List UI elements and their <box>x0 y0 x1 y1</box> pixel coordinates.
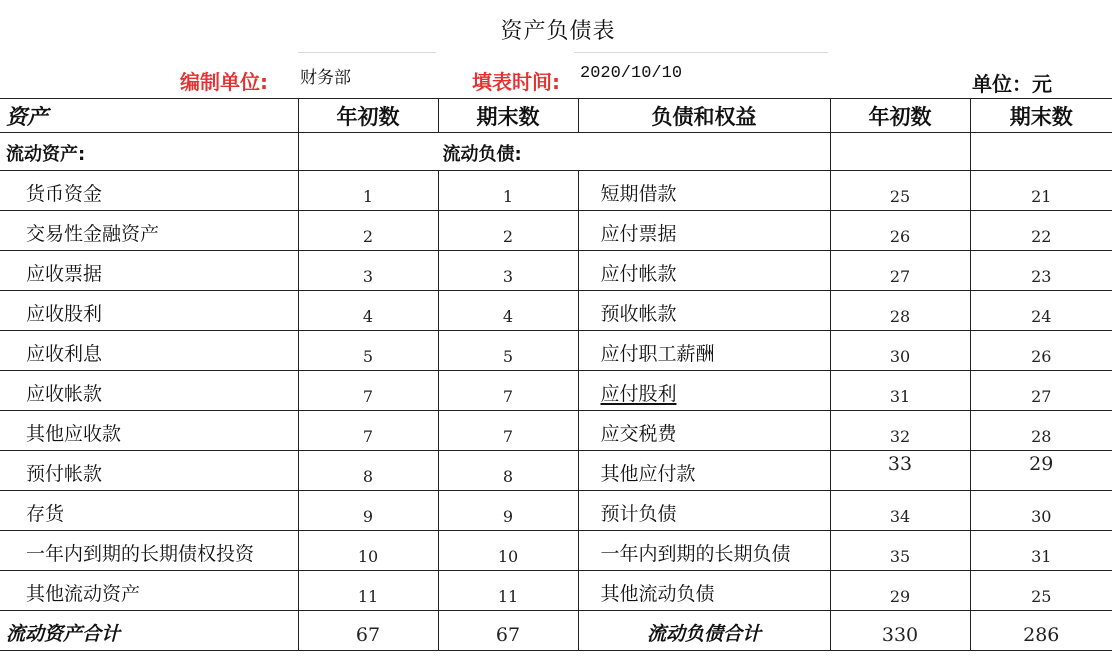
table-row <box>0 411 1112 451</box>
liability-begin: 26 <box>830 211 970 251</box>
total-assets-label: 流动资产合计 <box>0 611 298 651</box>
liability-name <box>578 211 830 251</box>
liability-end: 26 <box>970 331 1112 371</box>
asset-name: 应收帐款 <box>0 371 298 411</box>
prepared-by-value: 财务部 <box>300 68 351 88</box>
asset-name: 其他流动资产 <box>0 571 298 611</box>
divider <box>574 52 828 53</box>
date-value: 2020/10/10 <box>580 64 683 83</box>
asset-name: 应收股利 <box>0 291 298 331</box>
asset-end: 1 <box>438 171 578 211</box>
liability-name <box>578 531 830 571</box>
asset-begin: 5 <box>298 331 438 371</box>
liability-end: 27 <box>970 371 1112 411</box>
liability-name <box>578 571 830 611</box>
table-row <box>0 371 1112 411</box>
table-row <box>0 491 1112 531</box>
liability-name-text: 其他应付款 <box>600 463 696 485</box>
table-row <box>0 211 1112 251</box>
liability-begin: 28 <box>830 291 970 331</box>
asset-name: 应收票据 <box>0 251 298 291</box>
liability-end: 22 <box>970 211 1112 251</box>
total-assets-begin: 67 <box>298 611 438 651</box>
section-current-liabilities: 流动负债: <box>298 133 830 171</box>
asset-name: 其他应收款 <box>0 411 298 451</box>
liability-name <box>578 171 830 211</box>
table-row <box>0 571 1112 611</box>
col-asset: 资产 <box>0 99 298 133</box>
liability-begin: 35 <box>830 531 970 571</box>
liability-name-text: 预收帐款 <box>600 303 677 325</box>
asset-begin: 4 <box>298 291 438 331</box>
liability-end: 21 <box>970 171 1112 211</box>
liability-begin: 25 <box>830 171 970 211</box>
liability-name <box>578 331 830 371</box>
asset-begin: 2 <box>298 211 438 251</box>
section-current-assets: 流动资产: <box>0 133 298 171</box>
asset-end: 7 <box>438 371 578 411</box>
asset-end: 2 <box>438 211 578 251</box>
liability-end: 25 <box>970 571 1112 611</box>
liability-begin: 33 <box>830 451 970 491</box>
total-liabilities-begin: 330 <box>830 611 970 651</box>
liability-name <box>578 451 830 491</box>
asset-begin: 1 <box>298 171 438 211</box>
liability-name-text: 一年内到期的长期负债 <box>600 543 791 565</box>
liability-begin: 32 <box>830 411 970 451</box>
liability-begin: 30 <box>830 331 970 371</box>
asset-name: 应收利息 <box>0 331 298 371</box>
table-row <box>0 251 1112 291</box>
col-begin2: 年初数 <box>830 99 970 133</box>
asset-begin: 7 <box>298 411 438 451</box>
asset-end: 8 <box>438 451 578 491</box>
asset-end: 11 <box>438 571 578 611</box>
liability-end: 24 <box>970 291 1112 331</box>
asset-begin: 9 <box>298 491 438 531</box>
asset-end: 5 <box>438 331 578 371</box>
liability-end: 31 <box>970 531 1112 571</box>
asset-begin: 7 <box>298 371 438 411</box>
total-liabilities-end: 286 <box>970 611 1112 651</box>
liability-name-text: 短期借款 <box>600 183 677 205</box>
empty-cell <box>970 133 1112 171</box>
table-row <box>0 531 1112 571</box>
asset-name: 货币资金 <box>0 171 298 211</box>
asset-end: 9 <box>438 491 578 531</box>
col-liability: 负债和权益 <box>578 99 830 133</box>
asset-name: 一年内到期的长期债权投资 <box>0 531 298 571</box>
table-row <box>0 331 1112 371</box>
divider <box>298 52 436 53</box>
liability-end: 30 <box>970 491 1112 531</box>
asset-end: 7 <box>438 411 578 451</box>
liability-name-text: 应付股利 <box>600 383 677 405</box>
col-end: 期末数 <box>438 99 578 133</box>
table-row <box>0 171 1112 211</box>
liability-name <box>578 411 830 451</box>
table-header-row <box>0 99 1112 133</box>
asset-end: 10 <box>438 531 578 571</box>
total-liabilities-label: 流动负债合计 <box>578 611 830 651</box>
asset-begin: 11 <box>298 571 438 611</box>
liability-name-text: 应付帐款 <box>600 263 677 285</box>
total-assets-end: 67 <box>438 611 578 651</box>
date-label: 填表时间: <box>472 70 560 94</box>
liability-end: 29 <box>970 451 1112 491</box>
liability-begin: 29 <box>830 571 970 611</box>
liability-name-text: 应交税费 <box>600 423 677 445</box>
page-title: 资产负债表 <box>500 19 616 44</box>
col-begin: 年初数 <box>298 99 438 133</box>
liability-name <box>578 371 830 411</box>
liability-end: 23 <box>970 251 1112 291</box>
liability-name-text: 预计负债 <box>600 503 677 525</box>
asset-name: 存货 <box>0 491 298 531</box>
section-row <box>0 133 1112 171</box>
asset-name: 交易性金融资产 <box>0 211 298 251</box>
asset-begin: 8 <box>298 451 438 491</box>
liability-begin: 27 <box>830 251 970 291</box>
table-row <box>0 451 1112 491</box>
asset-begin: 3 <box>298 251 438 291</box>
liability-name-text: 其他流动负债 <box>600 583 715 605</box>
empty-cell <box>830 133 970 171</box>
asset-end: 3 <box>438 251 578 291</box>
liability-name-text: 应付职工薪酬 <box>600 343 715 365</box>
col-end2: 期末数 <box>970 99 1112 133</box>
table-row <box>0 291 1112 331</box>
liability-end: 28 <box>970 411 1112 451</box>
liability-name <box>578 491 830 531</box>
liability-name <box>578 291 830 331</box>
asset-name: 预付帐款 <box>0 451 298 491</box>
prepared-by-label: 编制单位: <box>180 70 268 94</box>
currency-unit: 单位：元 <box>972 72 1052 96</box>
asset-begin: 10 <box>298 531 438 571</box>
asset-end: 4 <box>438 291 578 331</box>
liability-begin: 31 <box>830 371 970 411</box>
total-row <box>0 611 1112 651</box>
liability-begin: 34 <box>830 491 970 531</box>
balance-sheet-table <box>0 98 1112 651</box>
liability-name-text: 应付票据 <box>600 223 677 245</box>
liability-name <box>578 251 830 291</box>
